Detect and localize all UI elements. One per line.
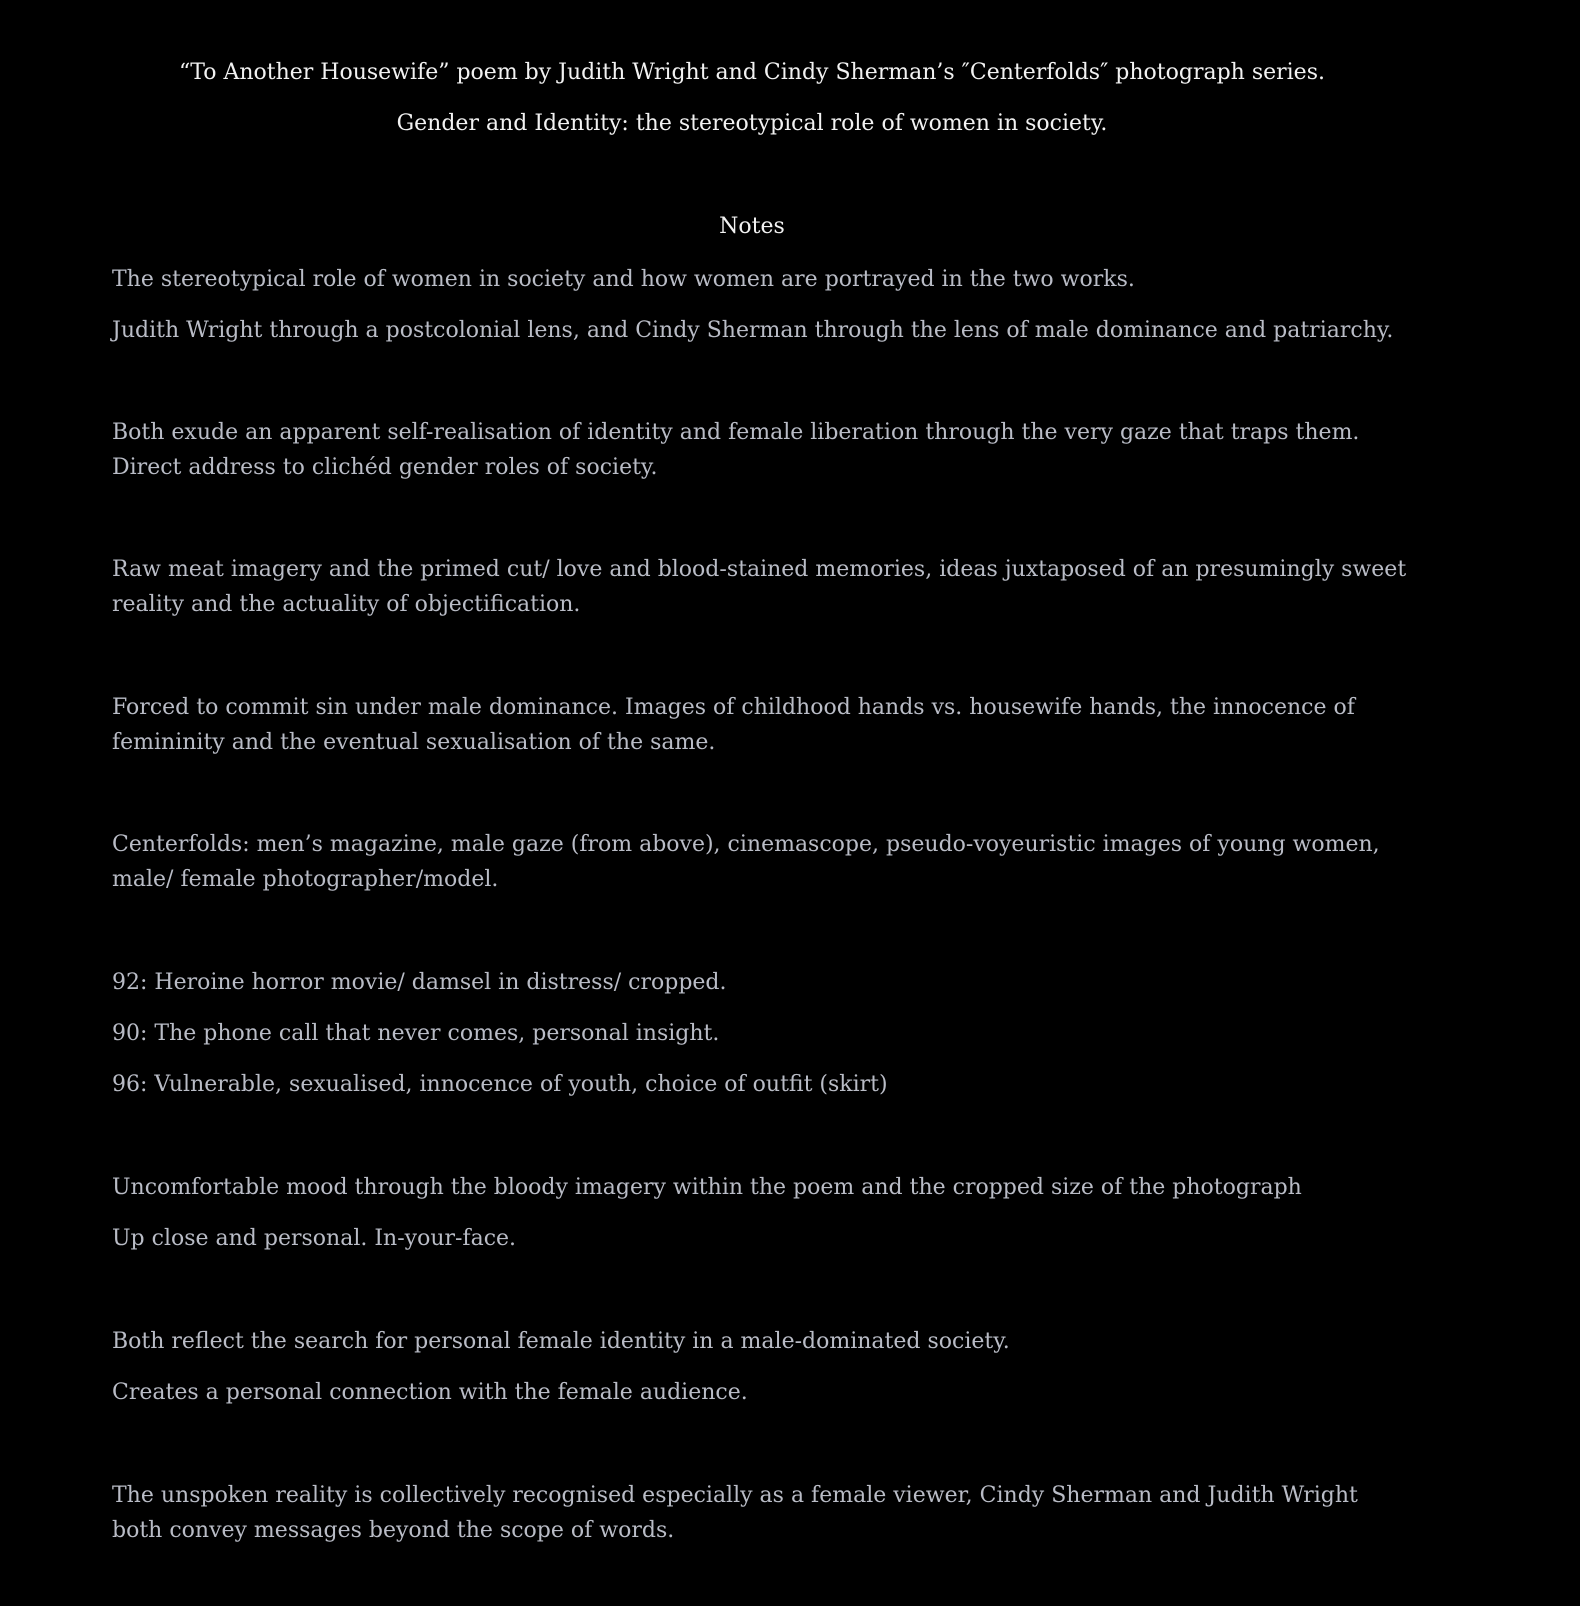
note-paragraph: Both exude an apparent self-realisation of identity and female liberation through the very gaze that traps them. Direct address to clichéd gender roles of society.: [112, 420, 1360, 480]
note-paragraph: Creates a personal connection with the female audience.: [112, 1380, 748, 1405]
note-paragraph: 90: The phone call that never comes, personal insight.: [112, 1021, 720, 1046]
document-subtitle: Gender and Identity: the stereotypical role of women in society.: [396, 111, 1108, 136]
note-paragraph: The stereotypical role of women in society and how women are portrayed in the two works.: [112, 267, 1135, 292]
notes-heading: Notes: [719, 214, 785, 239]
note-paragraph: Centerfolds: men’s magazine, male gaze (from above), cinemascope, pseudo-voyeuristic images of young women, male/ female photographer/model.: [112, 832, 1380, 892]
note-paragraph: 96: Vulnerable, sexualised, innocence of youth, choice of outfit (skirt): [112, 1072, 888, 1097]
note-paragraph: The unspoken reality is collectively recognised especially as a female viewer, Cindy Sherman and Judith Wright both convey messages beyond the scope of words.: [112, 1483, 1358, 1543]
note-paragraph: 92: Heroine horror movie/ damsel in distress/ cropped.: [112, 970, 727, 995]
note-paragraph: Both reflect the search for personal female identity in a male-dominated society.: [112, 1329, 1010, 1354]
note-paragraph: Up close and personal. In-your-face.: [112, 1226, 517, 1251]
document-title: “To Another Housewife” poem by Judith Wright and Cindy Sherman’s ″Centerfolds″ photograph series.: [179, 60, 1325, 85]
note-paragraph: Judith Wright through a postcolonial lens, and Cindy Sherman through the lens of male dominance and patriarchy.: [112, 318, 1394, 343]
note-paragraph: Raw meat imagery and the primed cut/ love and blood-stained memories, ideas juxtaposed of an presumingly sweet reality and the actuality of objectification.: [112, 557, 1407, 617]
note-paragraph: Forced to commit sin under male dominance. Images of childhood hands vs. housewife hands, the innocence of femininity and the eventual sexualisation of the same.: [112, 695, 1355, 755]
note-paragraph: Uncomfortable mood through the bloody imagery within the poem and the cropped size of the photograph: [112, 1175, 1302, 1200]
